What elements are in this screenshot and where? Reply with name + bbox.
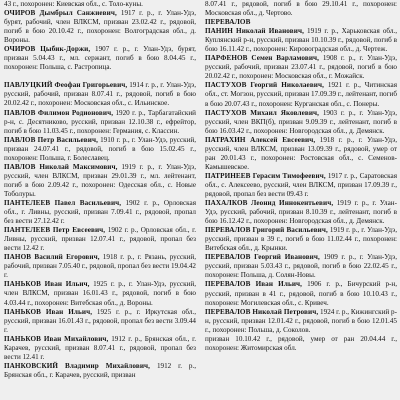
memorial-entry (205, 81, 397, 108)
memorial-entry (205, 335, 397, 353)
entry-name: ПЕРЕВАЛОВ Георгий Иванович, (205, 253, 320, 262)
entry-name: ПАНТЕЛЕЕВ Павел Васильевич, (4, 198, 122, 207)
memorial-entry (4, 335, 196, 362)
entry-name: ПАХАЛКОВ Леонид Иннокентьевич, (205, 199, 334, 208)
entry-name: ПАВЛОВ Филимон Родионович, (4, 108, 114, 117)
memorial-entry (4, 109, 196, 136)
entry-name: ПАНТЕЛЕЕВ Петр Евсеевич, (4, 226, 106, 235)
memorial-entry (205, 0, 397, 18)
memorial-entry (4, 308, 196, 335)
entry-text: 1919 г. р., г. Улан-Удэ, русский, призван в 39 г., погиб в бою 11.02.44 г., похоронен: Витебская обл., д. Крынки. (205, 226, 398, 253)
memorial-entry (4, 253, 196, 280)
entry-name: ПАНЬКОВ Иван Михайлович, (4, 334, 109, 343)
left-text-column (4, 0, 196, 380)
memorial-entry (4, 81, 196, 108)
entry-text: 1902 г. р., Орловская обл., г. Ливны, русский, призван 12.07.41 г., рядовой, пропал без вести 12.42 г. (4, 226, 196, 253)
memorial-entry (4, 9, 196, 45)
memorial-entry (4, 163, 196, 199)
memorial-entry (205, 280, 397, 307)
entry-text: 1902 г. р., Орловская обл., г. Ливны, русский, призван 7.09.41 г., рядовой, пропал без вести 27.12.42 г. (4, 198, 196, 226)
memorial-entry (4, 136, 196, 163)
memorial-entry (205, 253, 397, 280)
memorial-entry (205, 199, 397, 226)
entry-name: ПАВЛОВ Николай Максимович, (4, 162, 118, 171)
entry-text: 1912 г. р., Брянская обл., г. Карачев, русский, призван (4, 361, 196, 379)
entry-name: ПАНЬКОВ Иван Ильич, (4, 307, 93, 316)
entry-name: ПАСТУХОВ Георгий Николаевич, (205, 81, 325, 90)
entry-name: ПАРФЕНОВ Семен Варламович, (205, 54, 320, 63)
entry-name: ПЕРЕВАЛОВ Николай Петрович, (205, 307, 319, 316)
entry-text: 1925 г. р., г. Иркутская обл., русский, призван 16.01.43 г., рядовой, пропал без вести 3.09.44 г. (4, 307, 196, 334)
entry-text: призван 10.10.42 г., рядовой, умер от ран 20.04.44 г., похоронен: Житомирская обл. (205, 334, 397, 352)
entry-text: 1907 г. р., г. Улан-Удэ, бурят, призван 5.04.43 г., мл. сержант, погиб в бою 8.04.45 г., похоронен: Польша, с. Растропица. (4, 45, 196, 72)
entry-name: ОЧИРОВ Дымбрыл Санжиевич, (4, 9, 117, 18)
entry-name: ПАНКОВСКИЙ Владимир Михайлович, (4, 361, 151, 370)
entry-name: ПАВЛОВ Петр Васильевич, (4, 135, 98, 144)
memorial-entry (4, 280, 196, 307)
entry-name: ОЧИРОВ Цыбик-Доржи, (4, 45, 91, 54)
entry-text: 43 г., похоронен: Киевская обл., с. Толо-куны. (4, 0, 143, 8)
entry-name: ПАНЬКОВ Иван Ильич, (4, 280, 90, 289)
entry-text: 1917 г. р., г. Улан-Удэ, бурят, рабочий, член ВЛКСМ, призван 23.02.42 г., рядовой, погиб в бою 20.10.42 г., похоронен: Волгоградская обл., д. Вороны. (4, 9, 196, 45)
memorial-entry (205, 27, 397, 54)
entry-text: 1918 г. р., г. Рязань, русский, рабочий, призван 7.05.40 г., рядовой, пропал без вести 19.04.42 г. (4, 253, 197, 280)
memorial-entry (205, 18, 397, 27)
entry-text: 1906 г. р., Бичурский р-н, русский, призван в 41 г., рядовой, погиб в бою 10.10.43 г., похоронен: Могилевская обл., с. Кривеч. (205, 280, 397, 307)
entry-text: 1921 г. р., Читинская обл., ст. Могзон, русский, призван 17.09.39 г., лейтенант, погиб в бою 20.07.43 г., похоронен: Курганская обл., с. Понеры. (205, 81, 397, 108)
entry-text: 1920 г. р., Тарбагатайский р-н, с. Десятниково, русский, призван 12.10.38 г., ефрейтор, погиб в бою 11.03.45 г., похоронен: Германия, с. Классин. (4, 108, 196, 135)
memorial-entry (205, 308, 397, 335)
entry-name: ПАТРАХИН Алексей Евсеевич, (205, 135, 316, 144)
entry-text: 1918 г. р., г. Улан-Удэ, русский, член ВЛКСМ, призван 13.09.39 г., рядовой, умер от ран 20.01.43 г., похоронен: Ростовская обл., с. Семенов-Камышевское. (205, 135, 397, 171)
entry-name: ПЕРЕВАЛОВ Иван Ильич, (205, 280, 303, 289)
entry-text: 1919 г. р., г. Улан-Удэ, русский, член ВЛКСМ, призван 29.01.39 г., мл. лейтенант, погиб в бою 2.09.42 г., похоронен: Одесская обл., с. Новые Тоболуры. (4, 162, 196, 198)
memorial-entry (4, 199, 196, 226)
memorial-entry (4, 45, 196, 72)
entry-text: 1912 г. р., Брянская обл., г. Карачев, русский, призван 8.07.41 г., рядовой, пропал без вести 12.41 г. (4, 334, 196, 361)
entry-text: 1919 г. р., г. Улан-Удэ, русский, рабочий, призван 8.10.39 г., лейтенант, погиб в бою 16.12.42 г., похоронен: Новгородская обл., д. Демянск. (205, 199, 397, 226)
entry-text: 1903 г. р., г. Улан-Удэ, русский, член ВКП(б), призван 9.09.39 г., лейтенант, погиб в бою 16.03.42 г., похоронен: Новгородская обл., д. Демянск. (205, 108, 397, 135)
entry-text: 1908 г. р., г. Улан-Удэ, русский, рабочий, призван 23.07.41 г., рядовой, погиб в бою 20.02.42 г., похоронен: Московская обл., г. Можайск. (205, 54, 397, 81)
memorial-entry (4, 226, 196, 253)
entry-text: 1910 г. р., г. Улан-Удэ, русский, призван 24.07.41 г., рядовой, погиб в бою 15.02.45 г., похоронен: Польша, г. Болеславец. (4, 135, 196, 162)
entry-text: 1909 г. р., г. Улан-Удэ, русский, призван 5.03.43 г., рядовой, погиб в бою 22.02.45 г., похоронен: Польша, д. Солян-Новы. (205, 253, 397, 280)
entry-text: 1925 г. р., г. Улан-Удэ, русский, член ВЛКСМ, призван 16.01.43 г., рядовой, погиб в бою 4.03.44 г., похоронен: Витебская обл., д. Вороны. (4, 280, 196, 307)
memorial-entry (205, 136, 397, 172)
entry-name: ПАТРИНЕЕВ Герасим Тимофеевич, (205, 171, 326, 180)
memorial-entry (4, 362, 196, 380)
memorial-entry (205, 172, 397, 199)
entry-name: ПАСТУХОВ Михаил Яковлевич, (205, 108, 320, 117)
entry-name: ПАНОВ Василий Егорович, (4, 253, 100, 262)
entry-name: ПЕРЕВАЛОВ (205, 18, 251, 27)
entry-name: ПЕРЕВАЛОВ Григорий Васильевич, (205, 226, 328, 235)
memorial-entry (205, 54, 397, 81)
memorial-entry (4, 0, 196, 9)
entry-text: 1919 г. р., Харьковская обл., Куплянский р-н, русский, призван 10.10.39 г., рядовой, погиб в бою 16.11.42 г., похоронен: Кировоградская обл., д. Чертеж. (205, 27, 397, 54)
entry-name: ПАВЛУЦКИЙ Феофан Григорьевич, (4, 81, 128, 90)
entry-text: 1924 г. р., Кижингский р-н, русский, призван 12.01.42 г., рядовой, погиб в бою 12.01.45 г., похоронен: Польша, д. Соколов. (205, 307, 397, 334)
memorial-entry (205, 109, 397, 136)
right-text-column (205, 0, 397, 353)
entry-text: 8.07.41 г., рядовой, погиб в бою 29.10.41 г., похоронен: Московская обл., д. Чертово. (205, 0, 397, 18)
entry-name: ПАНИН Николай Иванович, (205, 27, 304, 36)
entry-text: 1914 г. р., г. Улан-Удэ, русский, рабочий, призван 8.07.41 г., рядовой, погиб в бою 20.02.42 г., похоронен: Московская обл., с. Ильинское. (4, 81, 196, 108)
memorial-entry (205, 226, 397, 253)
entry-text: 1917 г. р., Саратовская обл., с. Алексеево, русский, член ВЛКСМ, призван 17.09.39 г., рядовой, пропал без вести 09.43 г. (205, 171, 397, 198)
